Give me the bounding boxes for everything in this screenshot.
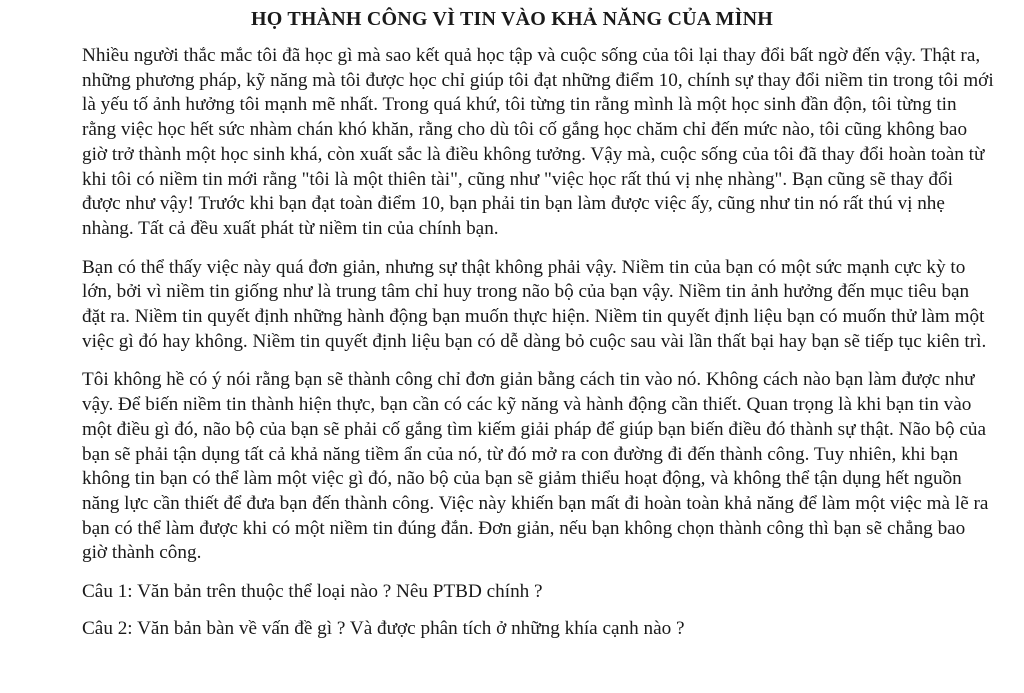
paragraph-2: Bạn có thể thấy việc này quá đơn giản, nhưng sự thật không phải vậy. Niềm tin của bạn có một sức mạnh cực kỳ to lớn, bởi vì niềm tin giống như là trung tâm chỉ huy trong não bộ của bạn vậy. Niềm tin ảnh hưởng đến mục tiêu bạn đặt ra. Niềm tin quyết định những hành động bạn muốn thực hiện. Niềm tin quyết định liệu bạn có muốn thử làm một việc gì đó hay không. Niềm tin quyết định liệu bạn có dễ dàng bỏ cuộc sau vài lần thất bại hay bạn sẽ tiếp tục kiên trì.: [82, 256, 987, 352]
paragraph-3: Tôi không hề có ý nói rằng bạn sẽ thành công chỉ đơn giản bằng cách tin vào nó. Không cách nào bạn làm được như vậy. Để biến niềm tin thành hiện thực, bạn cần có các kỹ năng và hành động cần thiết. Quan trọng là khi bạn tin vào một điều gì đó, não bộ của bạn sẽ phải cố gắng tìm kiếm giải pháp để giúp bạn biến điều đó thành sự thật. Não bộ của bạn sẽ phải tận dụng tất cả khả năng tiềm ẩn của nó, từ đó mở ra con đường đi đến thành công. Tuy nhiên, khi bạn không tin bạn có thể làm một việc gì đó, não bộ của bạn sẽ giảm thiểu hoạt động, và không thể tận dụng hết nguồn năng lực cần thiết để đưa bạn đến thành công. Việc này khiến bạn mất đi hoàn toàn khả năng để làm một việc mà lẽ ra bạn có thể làm được khi có một niềm tin đúng đắn. Đơn giản, nếu bạn không chọn thành công thì bạn sẽ chẳng bao giờ thành công.: [82, 369, 989, 564]
paragraph-1: Nhiều người thắc mắc tôi đã học gì mà sao kết quả học tập và cuộc sống của tôi lại thay đổi bất ngờ đến vậy. Thật ra, những phương pháp, kỹ năng mà tôi được học chỉ giúp tôi đạt những điểm 10, chính sự thay đổi niềm tin trong tôi mới là yếu tố ảnh hưởng tôi mạnh mẽ nhất. Trong quá khứ, tôi từng tin rằng mình là một học sinh đần độn, tôi từng tin rằng việc học hết sức nhàm chán khó khăn, rằng cho dù tôi cố gắng học chăm chỉ đến mức nào, tôi cũng không bao giờ trở thành một học sinh khá, còn xuất sắc là điều không tưởng. Vậy mà, cuộc sống của tôi đã thay đổi hoàn toàn từ khi tôi có niềm tin mới rằng "tôi là một thiên tài", cũng như "việc học rất thú vị nhẹ nhàng". Bạn cũng sẽ thay đổi được như vậy! Trước khi bạn đạt toàn điểm 10, bạn phải tin bạn làm được việc ấy, cũng như tin nó rất thú vị nhẹ nhàng. Tất cả đều xuất phát từ niềm tin của chính bạn.: [82, 45, 994, 239]
question-1: Câu 1: Văn bản trên thuộc thể loại nào ? Nêu PTBD chính ?: [82, 581, 543, 603]
question-2: Câu 2: Văn bản bàn về vấn đề gì ? Và được phân tích ở những khía cạnh nào ?: [82, 617, 685, 639]
document-title: HỌ THÀNH CÔNG VÌ TIN VÀO KHẢ NĂNG CỦA MÌNH: [251, 8, 773, 30]
